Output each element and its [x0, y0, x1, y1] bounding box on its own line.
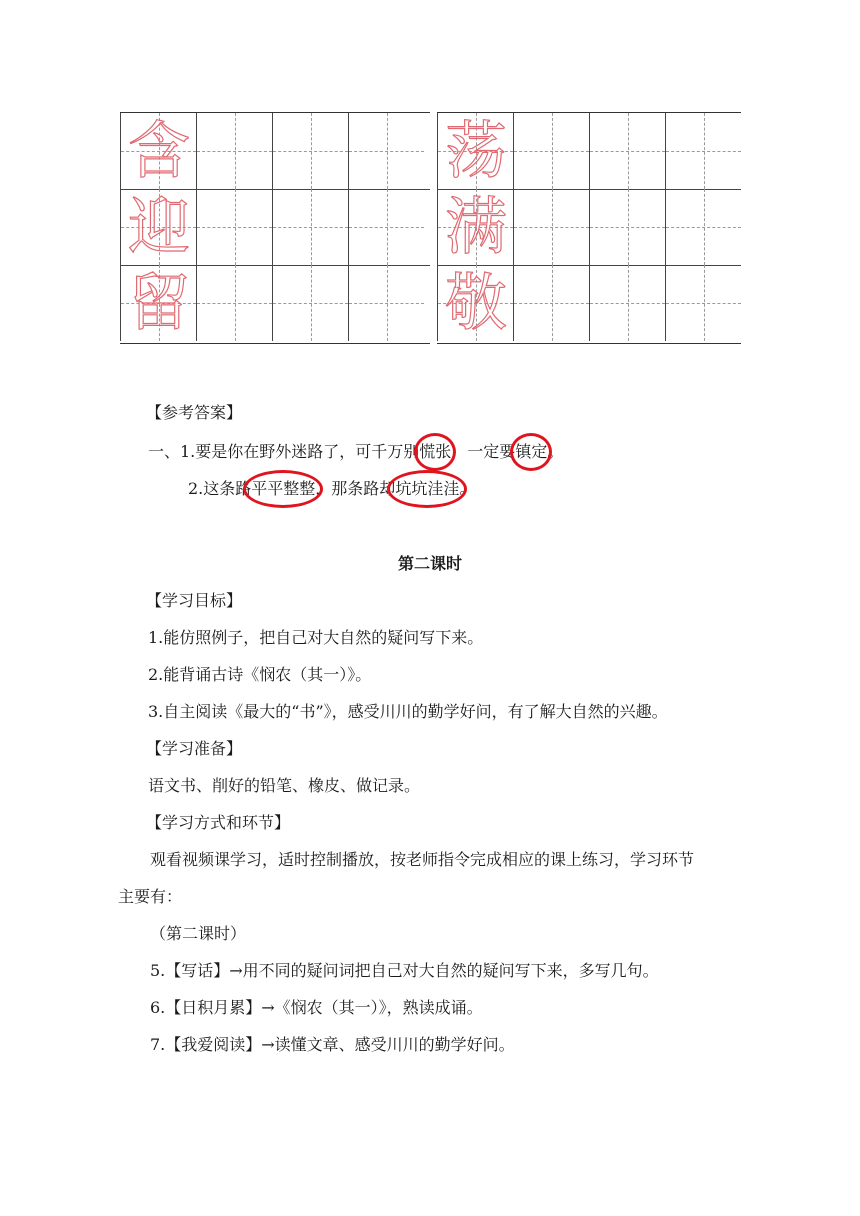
answer-circled-1: 慌张 [419, 442, 452, 461]
step-item: 6.【日积月累】→《悯农（其一）》，熟读成诵。 [150, 998, 483, 1017]
answer-line-1-suffix: 。 [547, 442, 564, 461]
goal-item: 2.能背诵古诗《悯农（其一）》。 [148, 665, 372, 684]
practice-grid-right [437, 112, 741, 344]
method-text-line-2: 主要有： [118, 887, 183, 906]
step-item: 7.【我爱阅读】→读懂文章、感受川川的勤学好问。 [150, 1035, 515, 1054]
lesson-title: 第二课时 [398, 554, 463, 573]
prep-text: 语文书、削好的铅笔、橡皮、做记录。 [148, 776, 421, 795]
answer-circled-4: 坑坑洼洼 [395, 479, 460, 498]
method-heading: 【学习方式和环节】 [146, 813, 291, 832]
answer-line-1 [148, 444, 563, 460]
grid-row [437, 265, 741, 341]
tracing-char: 荡 [444, 114, 507, 187]
method-text-line-1: 观看视频课学习，适时控制播放，按老师指令完成相应的课上练习，学习环节 [150, 850, 695, 869]
grid-row [120, 113, 430, 190]
answer-line-2-prefix: 2.这条路 [188, 479, 252, 498]
tracing-char: 满 [444, 190, 507, 263]
answer-line-1-middle: ，一定要 [451, 442, 516, 461]
answer-circled-3: 平平整整 [251, 479, 316, 498]
goal-item: 1.能仿照例子，把自己对大自然的疑问写下来。 [148, 628, 484, 647]
answer-line-2 [188, 481, 475, 497]
tracing-char: 迎 [127, 190, 190, 263]
grid-row [437, 189, 741, 266]
practice-grid-left [120, 112, 430, 344]
goals-heading: 【学习目标】 [146, 591, 243, 610]
prep-heading: 【学习准备】 [146, 739, 243, 758]
tracing-char: 含 [127, 114, 190, 187]
grid-row [437, 113, 741, 190]
grid-row [120, 189, 430, 266]
goal-item: 3.自主阅读《最大的“书”》，感受川川的勤学好问，有了解大自然的兴趣。 [148, 702, 668, 721]
answers-heading: 【参考答案】 [146, 403, 243, 422]
answer-line-2-middle: ，那条路却 [315, 479, 396, 498]
grid-row [120, 265, 430, 341]
answer-line-1-prefix: 一、1.要是你在野外迷路了，可千万别 [148, 442, 420, 461]
tracing-char: 留 [127, 266, 190, 339]
step-item: 5.【写话】→用不同的疑问词把自己对大自然的疑问写下来，多写几句。 [150, 961, 659, 980]
answer-circled-2: 镇定 [515, 442, 548, 461]
answer-line-2-suffix: 。 [459, 479, 476, 498]
session-label: （第二课时） [150, 924, 247, 943]
tracing-char: 敬 [444, 266, 507, 339]
